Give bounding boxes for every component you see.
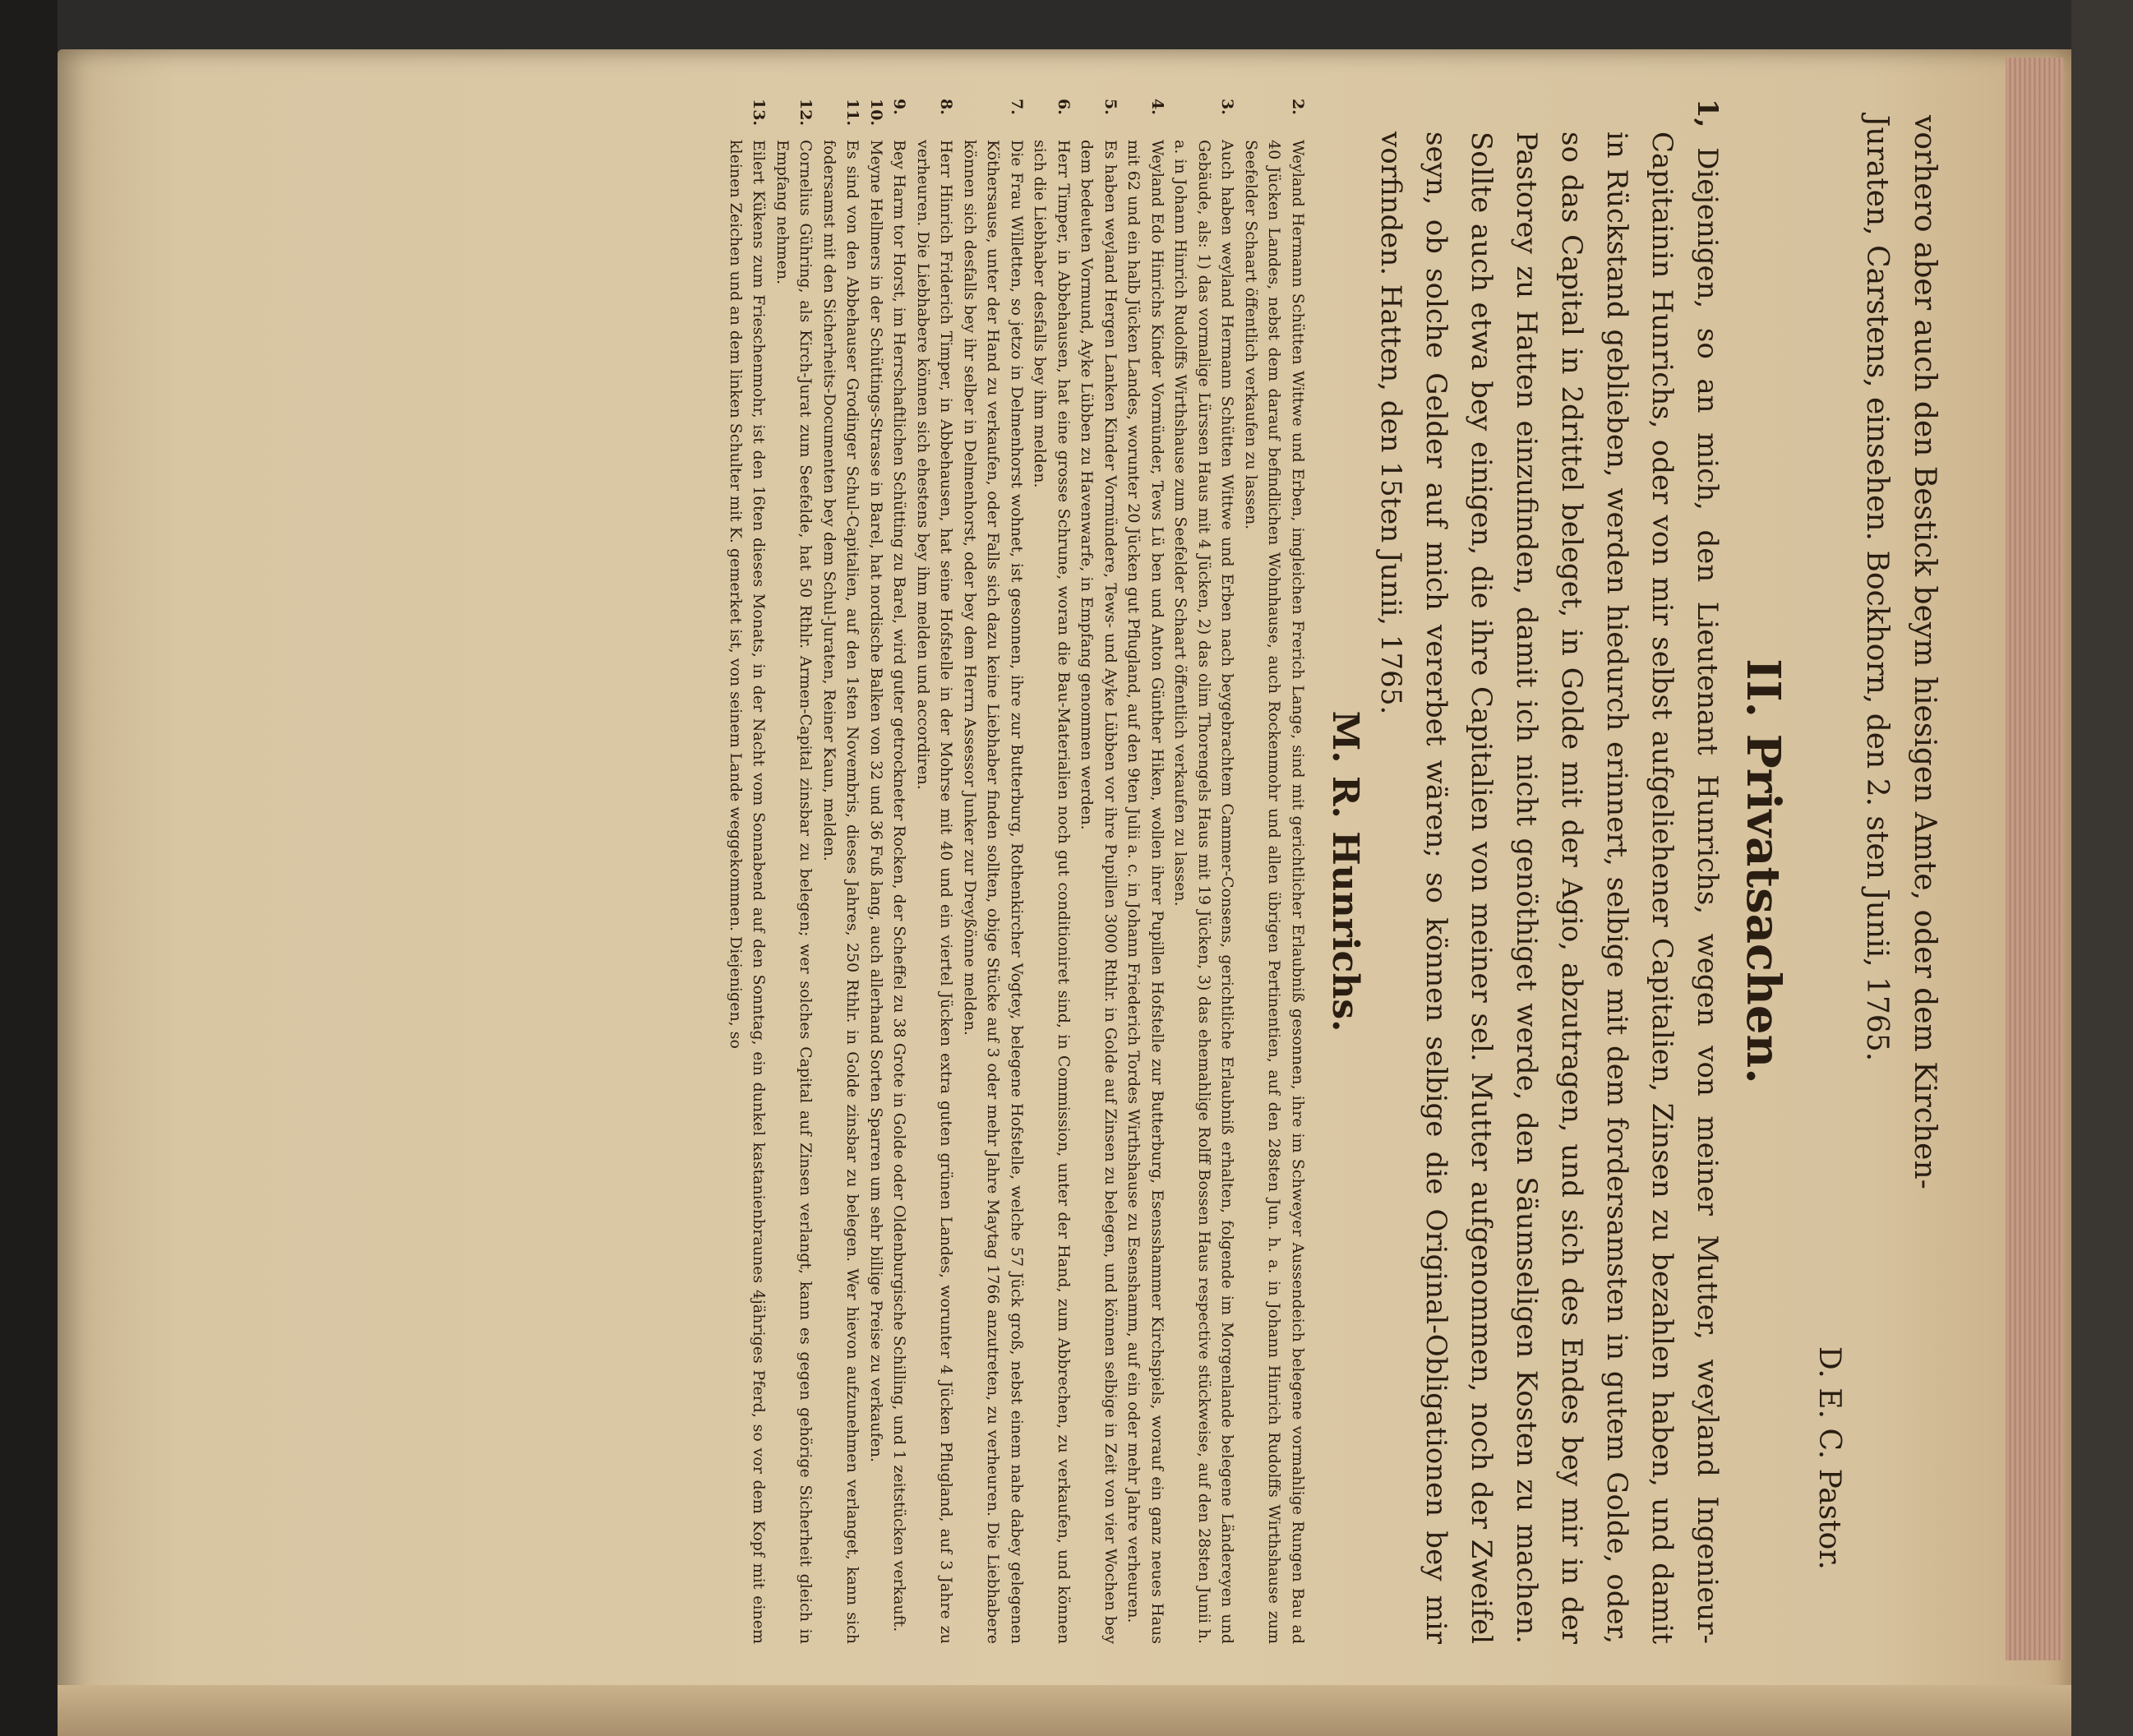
- item-text: Es sind von den Abbehauser Grodinger Schul-Capitalien, auf den 1sten Novembris, dieses Jahres, 250 Rthlr. in Golde zinsbar zu belegen. Wer hievon aufzunehmen verlanget, kann sich fodersamst mit den Sicherheits-Documenten bey dem Schul-Juraten, Reiner Kaun, melden.: [820, 140, 862, 1644]
- item-text: Bey Harm tor Horst, im Herrschaftlichen Schütting zu Barel, wird guter getrockneter Rocken, der Scheffel zu 38 Grote in Golde oder Oldenburgische Schilling, und 1 zeitstücken verkauft.: [890, 140, 909, 1632]
- item-number: 5.: [1101, 99, 1120, 115]
- item-number: 11.: [843, 99, 862, 127]
- list-item: [888, 99, 912, 1644]
- notice-1: [1323, 82, 1729, 1660]
- item-text: Weyland Hermann Schütten Wittwe und Erben, imgleichen Frerich Lange, sind mit gerichtlicher Erlaubniß gesonnen, ihre im Schweyer Aussendeich belegene vormahlige Rungen Bau ad 40 Jücken Landes, nebst dem darauf befindlichen Wohnhause, auch Rockenmohr und allen übrigen Pertinentien, auf den 28sten Jun. h. a. in Johann Hinrich Rudolffs Wirthshause zum Seefelder Schaart öffentlich verkaufen zu lassen.: [1242, 140, 1307, 1644]
- rotated-text-block: [189, 82, 1948, 1660]
- list-item: [1122, 99, 1169, 1644]
- notice-signature: M. R. Hunrichs.: [1324, 710, 1366, 1032]
- item-text: Meyne Hellmers in der Schüttings-Strasse in Barel, hat nordische Balken von 32 und 36 Fuß lang, auch allerhand Sorten Sparren um sehr billige Preise zu verkaufen.: [867, 140, 885, 1463]
- item-number: 6.: [1055, 99, 1073, 115]
- list-item: [1240, 99, 1310, 1644]
- intro-paragraph: [1805, 82, 1948, 1660]
- item-number: 2.: [1289, 99, 1307, 115]
- section-heading: II. Privatsachen.: [1736, 658, 1790, 1084]
- notice-text: Diejenigen, so an mich, den Lieutenant Hunrichs, wegen von meiner Mutter, weyland Ingenieur-Capitainin Hunrichs, oder von mir selbst aufgeliehener Capitalien, Zinsen zu bezahlen haben, und damit in Rückstand geblieben, werden hiedurch erinnert, selbige mit dem fordersamsten in gutem Golde, oder, so das Capital in 2drittel beleget, in Golde mit der Agio, abzutragen, und sich des Endes bey mir in der Pastorey zu Hatten einzufinden, damit ich nicht genöthiget werde, den Säumseligen Kosten zu machen. Sollte auch etwa bey einigen, die ihre Capitalien von meiner sel. Mutter aufgenommen, noch der Zweifel seyn, ob solche Gelder auf mich vererbet wären; so können selbige die Original-Obligationen bey mir vorfinden. Hatten, den 15ten Junii, 1765.: [1374, 132, 1724, 1644]
- item-text: Cornelius Gühring, als Kirch-Jurat zum Seefelde, hat 50 Rthlr. Armen-Capital zinsbar zu belegen; wer solches Capital auf Zinsen verlangt, kann es gegen gehörige Sicherheit gleich in Empfang nehmen.: [773, 140, 815, 1644]
- list-item: [912, 99, 958, 1644]
- list-item: [771, 99, 818, 1644]
- item-number: 10.: [867, 99, 885, 127]
- item-text: Eilert Kükens zum Frieschenmohr, ist den 16ten dieses Monats, in der Nacht vom Sonnabend auf den Sonntag, ein dunkel kastanienbraunes 4jähriges Pferd, so vor dem Kopf mit einem kleinen Zeichen und an dem linken Schulter mit K. gemerket ist, von seinem Lande weggekommen. Diejenigen, so: [727, 140, 769, 1644]
- item-number: 13.: [750, 99, 769, 127]
- scan-background: [2071, 0, 2133, 1736]
- item-number: 7.: [1008, 99, 1026, 115]
- page-bottom-edge: [58, 1685, 2071, 1736]
- item-number: 4.: [1148, 99, 1166, 115]
- notice-number: 1,: [1691, 99, 1724, 128]
- item-number: 3.: [1218, 99, 1237, 115]
- list-item: [818, 99, 865, 1644]
- page-edges: [2006, 58, 2063, 1660]
- intro-line: Juraten, Carstens, einsehen. Bockhorn, den 2. sten Junii, 1765.: [1860, 115, 1894, 1062]
- item-text: Es haben weyland Hergen Lanken Kinder Vormündere, Tews- und Ayke Lübben vor ihre Pupillen 3000 Rthlr. in Golde auf Zinsen zu belegen, und können selbige in Zeit von vier Wochen bey dem bedeuten Vormund, Ayke Lübben zu Havenwarfe, in Empfang genommen werden.: [1078, 140, 1120, 1644]
- list-item: [1075, 99, 1122, 1644]
- item-text: Herr Hinrich Friderich Timper, in Abbehausen, hat seine Hofstelle in der Mohrse mit 40 und ein viertel Jücken extra guten grünen Landes, worunter 4 Jücken Pflugland, auf 3 Jahre zu verheuren. Die Liebhabere können sich ehestens bey ihm melden und accordiren.: [914, 140, 956, 1644]
- item-number: 12.: [796, 99, 815, 127]
- intro-line: vorhero aber auch den Bestick beym hiesigen Amte, oder dem Kirchen-: [1908, 115, 1941, 1189]
- list-item: [958, 99, 1029, 1644]
- item-text: Auch haben weyland Hermann Schütten Wittwe und Erben nach beygebrachtem Cammer-Consens, gerichtliche Erlaubniß erhalten, folgende im Morgenlande belegene Ländereyen und Gebäude, als: 1) das vormalige Lürssen Haus mit 4 Jücken, 2) das olim Thorengels Haus mit 19 Jücken, 3) das ehemahlige Rolff Bossen Haus respective stückweise, auf den 28sten Junii h. a. in Johann Hinrich Rudolffs Wirthshause zum Seefelder Schaart öffentlich verkaufen zu lassen.: [1171, 140, 1237, 1644]
- book-gutter: [0, 0, 58, 1736]
- item-text: Weyland Edo Hinrichs Kinder Vormünder, Tews Lü ben und Anton Günther Hiken, wollen ihrer Pupillen Hofstelle zur Butterburg, Esensshammer Kirchspiels, worauf ein ganz neues Haus mit 62 und ein halb Jücken Landes, worunter 20 Jücken gut Pflugland, auf den 9ten Julii a. c. in Johann Friederich Tordes Wirthshause zu Esenshamm, auf ein oder mehr Jahre verheuren.: [1124, 140, 1166, 1644]
- item-text: Herr Timper, in Abbehausen, hat eine grosse Schrune, woran die Bau-Materialien noch gut conditioniret sind, in Commission, unter der Hand, zum Abbrechen, zu verkaufen, und können sich die Liebhaber desfalls bey ihm melden.: [1031, 140, 1073, 1644]
- intro-signature: D. E. C. Pastor.: [1812, 1346, 1846, 1570]
- item-number: 8.: [937, 99, 956, 115]
- notice-list: [724, 82, 1310, 1660]
- list-item: [1028, 99, 1075, 1644]
- list-item: [1169, 99, 1240, 1644]
- list-item: [724, 99, 771, 1644]
- list-item: [865, 99, 889, 1644]
- item-number: 9.: [890, 99, 909, 115]
- item-text: Die Frau Willetten, so jetzo in Delmenhorst wohnet, ist gesonnen, ihre zur Butterburg, Rothenkircher Vogtey, belegene Hofstelle, welche 57 Jück groß, nebst einem nahe dabey gelegenen Köthersause, unter der Hand zu verkaufen, oder Falls sich dazu keine Liebhaber finden sollten, obige Stücke auf 3 oder mehr Jahre Maytag 1766 anzutreten, zu verheuren. Die Liebhabere können sich desfalls bey ihr selber in Delmenhorst, oder bey dem Herrn Assessor Junker zur Dreyßönne melden.: [961, 140, 1026, 1644]
